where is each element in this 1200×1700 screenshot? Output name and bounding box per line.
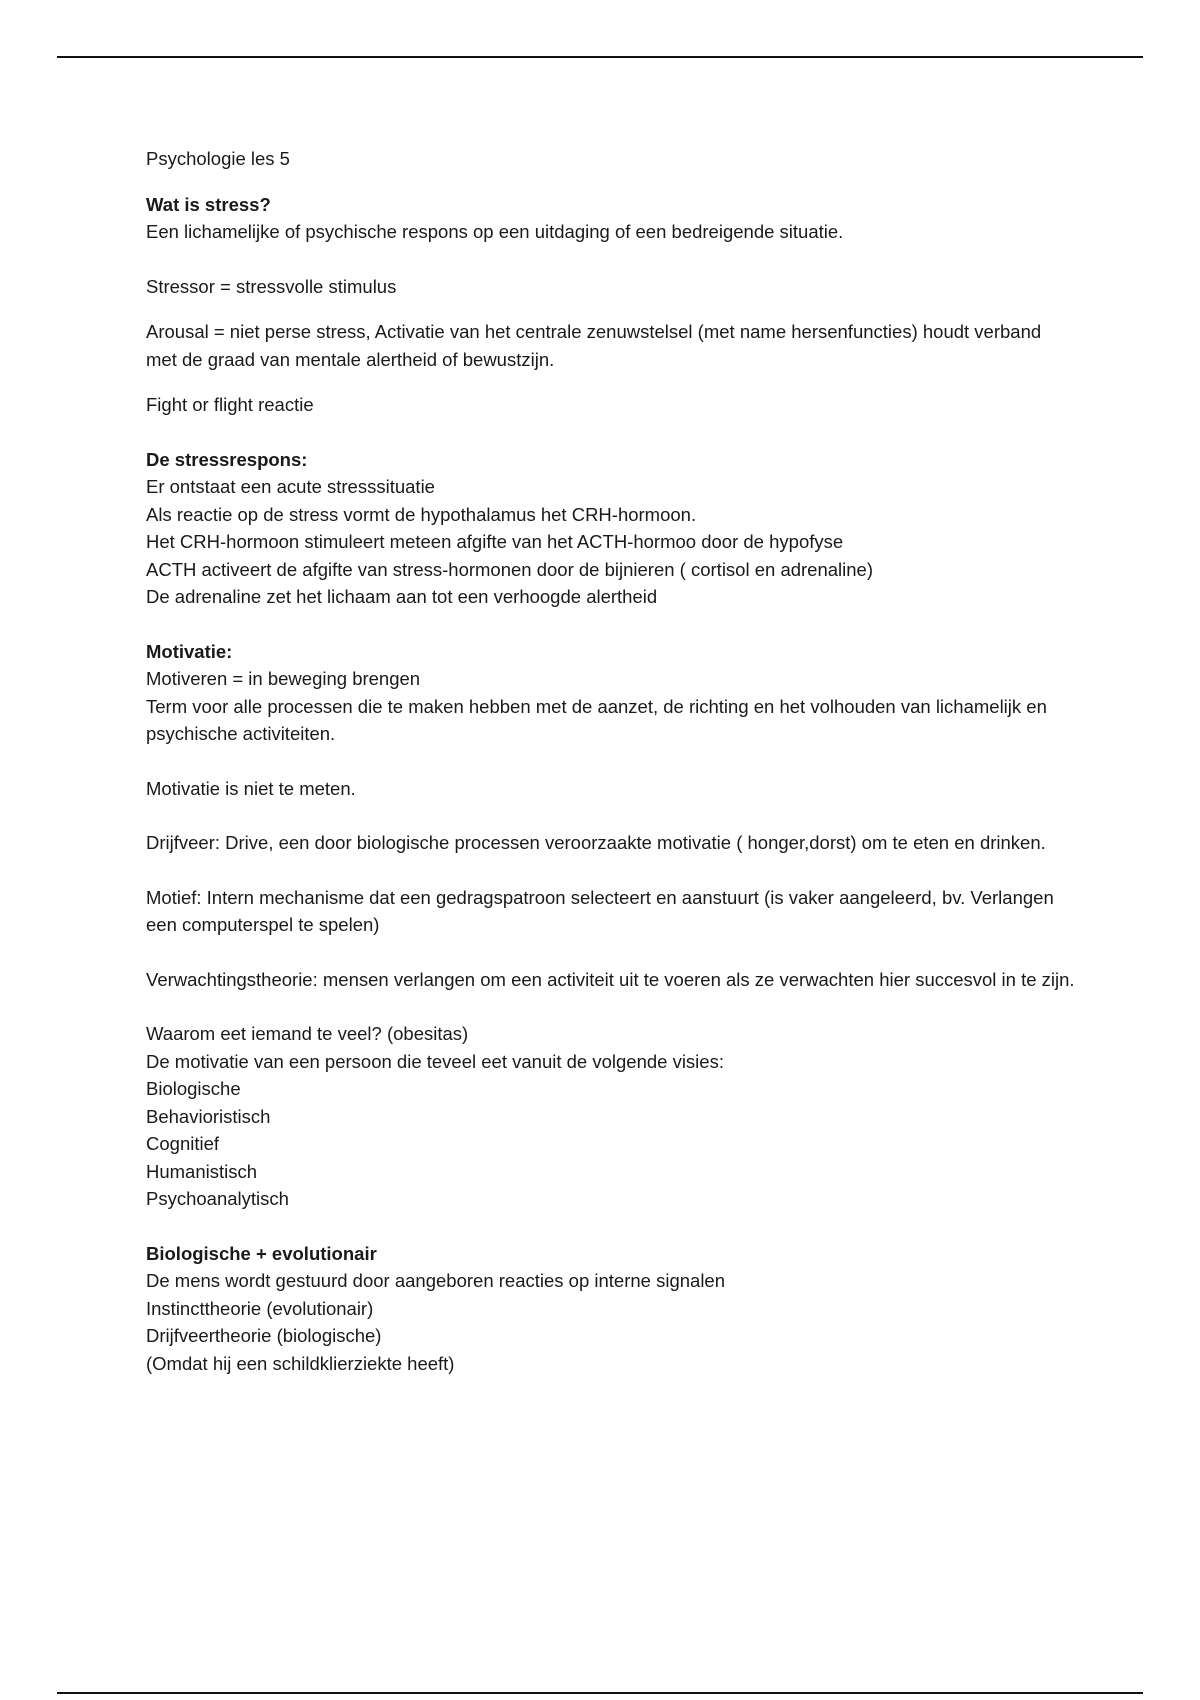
text-line: Waarom eet iemand te veel? (obesitas): [146, 1023, 469, 1044]
text-line: Motiveren = in beweging brengen: [146, 668, 421, 689]
text-line: ACTH activeert de afgifte van stress-hormonen door de bijnieren ( cortisol en adrenaline): [146, 558, 874, 580]
text-line: Stressor = stressvolle stimulus: [146, 275, 397, 297]
document-body: [146, 145, 1076, 1377]
text-line: Als reactie op de stress vormt de hypothalamus het CRH-hormoon.: [146, 503, 697, 525]
text-line: De motivatie van een persoon die teveel eet vanuit de volgende visies:: [146, 1050, 724, 1072]
text-line: Een lichamelijke of psychische respons op een uitdaging of een bedreigende situatie.: [146, 221, 844, 242]
text-line: De adrenaline zet het lichaam aan tot een verhoogde alertheid: [146, 586, 658, 607]
text-line: Term voor alle processen die te maken hebben met de aanzet, de richting en het volhouden van lichamelijk en psychische activiteiten.: [146, 695, 1047, 744]
text-line: Biologische: [146, 1078, 241, 1099]
text-line: Cognitief: [146, 1133, 220, 1154]
section-heading: Wat is stress?: [146, 193, 271, 215]
section-heading: De stressrespons:: [146, 448, 308, 470]
text-line: Fight or flight reactie: [146, 394, 314, 415]
header-rule: [57, 56, 1143, 58]
footer-rule: [57, 1692, 1143, 1694]
text-line: Drijfveertheorie (biologische): [146, 1325, 382, 1346]
section-heading: Motivatie:: [146, 640, 233, 662]
text-line: Er ontstaat een acute stresssituatie: [146, 476, 435, 497]
text-line: Humanistisch: [146, 1160, 258, 1182]
text-line: Behavioristisch: [146, 1105, 271, 1127]
text-line: Instincttheorie (evolutionair): [146, 1297, 374, 1319]
text-line: De mens wordt gestuurd door aangeboren reacties op interne signalen: [146, 1270, 726, 1291]
text-line: Psychologie les 5: [146, 148, 290, 169]
text-line: (Omdat hij een schildklierziekte heeft): [146, 1352, 455, 1374]
text-line: Arousal = niet perse stress, Activatie van het centrale zenuwstelsel (met name hersenfuncties) houdt verband met de graad van mentale alertheid of bewustzijn.: [146, 321, 1042, 370]
text-line: Motief: Intern mechanisme dat een gedragspatroon selecteert en aanstuurt (is vaker aangeleerd, bv. Verlangen een computerspel te spelen): [146, 886, 1054, 935]
text-line: Verwachtingstheorie: mensen verlangen om een activiteit uit te voeren als ze verwachten hier succesvol in te zijn.: [146, 968, 1075, 990]
text-line: Het CRH-hormoon stimuleert meteen afgifte van het ACTH-hormoo door de hypofyse: [146, 531, 844, 552]
text-line: Motivatie is niet te meten.: [146, 777, 356, 799]
text-line: Psychoanalytisch: [146, 1188, 289, 1209]
section-heading: Biologische + evolutionair: [146, 1242, 377, 1264]
text-line: Drijfveer: Drive, een door biologische processen veroorzaakte motivatie ( honger,dorst) om te eten en drinken.: [146, 832, 1046, 853]
